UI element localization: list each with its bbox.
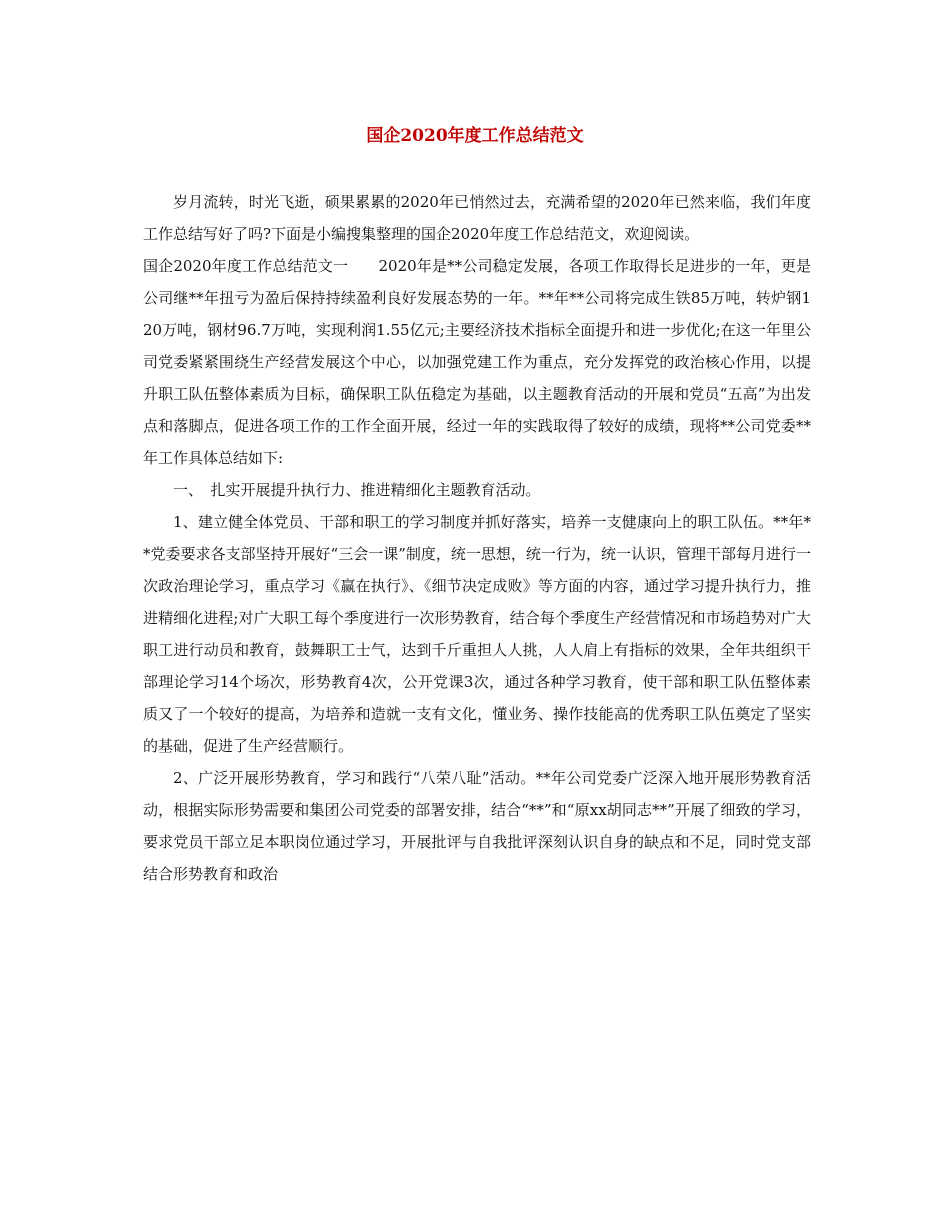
heading-one: 一、 扎实开展提升执行力、推进精细化主题教育活动。 (173, 481, 541, 499)
section-one-opening-paragraph: 国企2020年度工作总结范文一 2020年是**公司稳定发展，各项工作取得长足进步的一年，更是公司继**年扭亏为盈后保持持续盈利良好发展态势的一年。**年**公司将完成生铁85万吨，转炉钢120万吨，钢材96.7万吨，实现利润1.55亿元;主要经济技术指标全面提升和进一步优化;在这一年里公司党委紧紧围绕生产经营发展这个中心，以加强党建工作为重点，充分发挥党的政治核心作用，以提升职工队伍整体素质为目标，确保职工队伍稳定为基础，以主题教育活动的开展和党员“五高”为出发点和落脚点，促进各项工作的工作全面开展，经过一年的实践取得了较好的成绩，现将**公司党委**年工作具体总结如下: (143, 257, 811, 467)
item-two-paragraph: 2、广泛开展形势教育，学习和践行“八荣八耻”活动。**年公司党委广泛深入地开展形势教育活动，根据实际形势需要和集团公司党委的部署安排，结合“**”和“原xx胡同志**”开展了细致的学习，要求党员干部立足本职岗位通过学习，开展批评与自我批评深刻认识自身的缺点和不足，同时党支部结合形势教育和政治 (143, 769, 811, 883)
document-title: 国企2020年度工作总结范文 (366, 126, 584, 146)
document-body (143, 186, 811, 890)
item-one-paragraph: 1、建立健全体党员、干部和职工的学习制度并抓好落实，培养一支健康向上的职工队伍。**年**党委要求各支部坚持开展好“三会一课”制度，统一思想，统一行为，统一认识，管理干部每月进行一次政治理论学习，重点学习《赢在执行》、《细节决定成败》等方面的内容，通过学习提升执行力，推进精细化进程;对广大职工每个季度进行一次形势教育，结合每个季度生产经营情况和市场趋势对广大职工进行动员和教育，鼓舞职工士气，达到千斤重担人人挑，人人肩上有指标的效果，全年共组织干部理论学习14个场次，形势教育4次，公开党课3次，通过各种学习教育，使干部和职工队伍整体素质又了一个较好的提高，为培养和造就一支有文化，懂业务、操作技能高的优秀职工队伍奠定了坚实的基础，促进了生产经营顺行。 (143, 513, 811, 755)
intro-paragraph: 岁月流转，时光飞逝，硕果累累的2020年已悄然过去，充满希望的2020年已然来临，我们年度工作总结写好了吗?下面是小编搜集整理的国企2020年度工作总结范文，欢迎阅读。 (143, 193, 811, 243)
